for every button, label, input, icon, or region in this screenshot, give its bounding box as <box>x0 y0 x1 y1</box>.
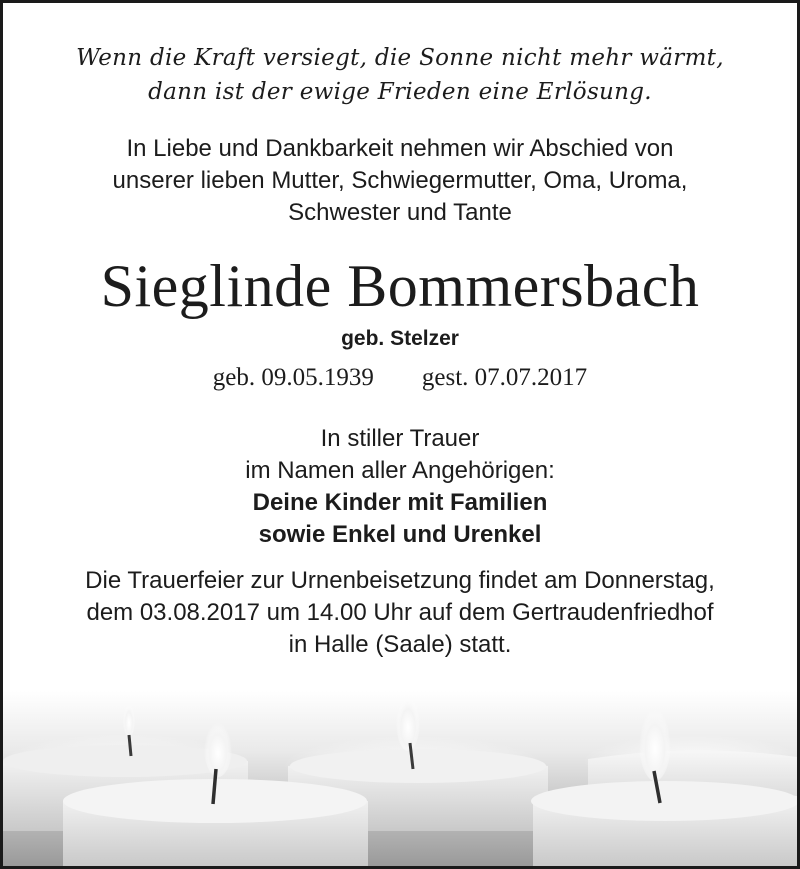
mourners-line: In stiller Trauer <box>320 425 480 452</box>
family-signature <box>3 487 797 551</box>
mourners-line: im Namen aller Angehörigen: <box>245 457 555 484</box>
deceased-name: Sieglinde Bommersbach <box>100 253 700 319</box>
farewell-text <box>3 133 797 229</box>
farewell-line: Schwester und Tante <box>288 199 512 226</box>
funeral-service-info <box>3 565 797 661</box>
birth-date: geb. 09.05.1939 <box>212 364 374 391</box>
mourners-text <box>3 423 797 487</box>
farewell-line: unserer lieben Mutter, Schwiegermutter, Oma, Uroma, <box>112 167 688 194</box>
death-date: gest. 07.07.2017 <box>421 364 588 391</box>
farewell-line: In Liebe und Dankbarkeit nehmen wir Abschied von <box>126 135 674 162</box>
candles-image <box>3 691 797 866</box>
verse-line: dann ist der ewige Frieden eine Erlösung. <box>148 79 652 105</box>
memorial-verse <box>3 41 797 109</box>
service-line: dem 03.08.2017 um 14.00 Uhr auf dem Gertraudenfriedhof <box>86 599 714 626</box>
family-line: sowie Enkel und Urenkel <box>258 521 542 548</box>
verse-line: Wenn die Kraft versiegt, die Sonne nicht mehr wärmt, <box>76 45 724 71</box>
life-dates <box>3 361 797 395</box>
service-line: Die Trauerfeier zur Urnenbeisetzung findet am Donnerstag, <box>85 567 715 594</box>
family-line: Deine Kinder mit Familien <box>252 489 548 516</box>
maiden-name: geb. Stelzer <box>341 327 459 350</box>
service-line: in Halle (Saale) statt. <box>288 631 512 658</box>
